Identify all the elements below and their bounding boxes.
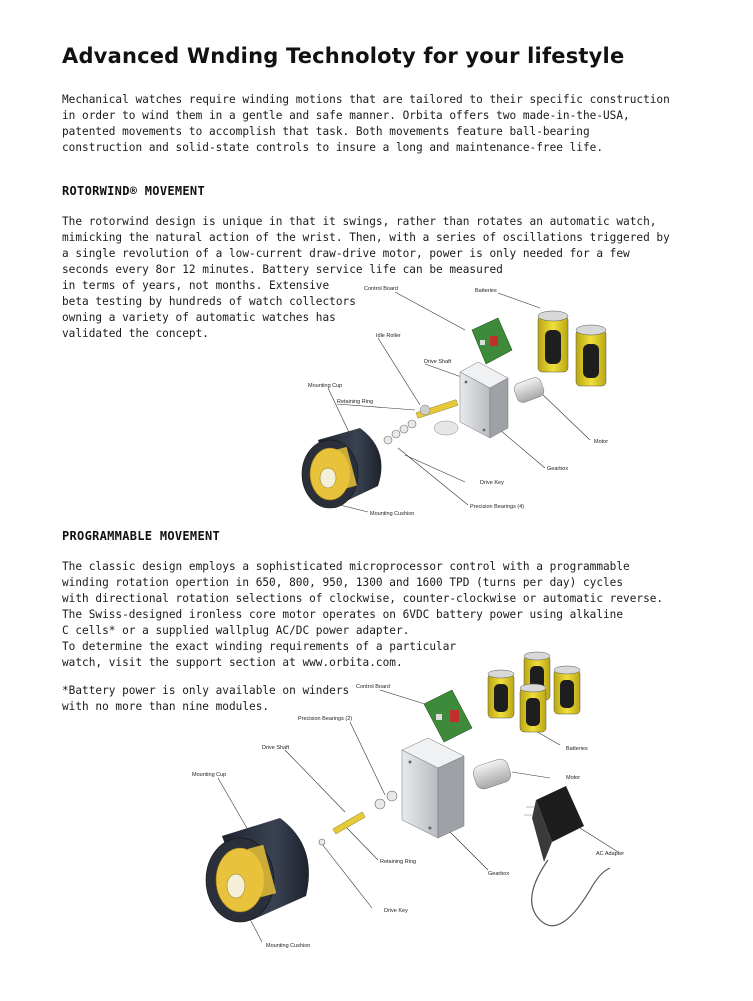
rotorwind-line-4: seconds every 8or 12 minutes. Battery service life can be measured	[62, 263, 503, 276]
footnote-line-2: with no more than nine modules.	[62, 700, 270, 713]
programmable-line-5: C cells* or a supplied wallplug AC/DC power adapter.	[62, 624, 410, 637]
rotorwind-line-5: in terms of years, not months. Extensive	[62, 279, 330, 292]
intro-line-4: construction and solid-state controls to insure a long and maintenance-free life.	[62, 141, 603, 154]
rw-label-batteries: Batteries	[475, 288, 497, 294]
rw-label-gearbox: Gearbox	[547, 466, 569, 472]
rotorwind-line-8: validated the concept.	[62, 327, 209, 340]
pm-label-ac-adapter: AC Adapter	[596, 851, 625, 857]
programmable-line-3: with directional rotation selections of clockwise, counter-clockwise or automatic reverse.	[62, 592, 664, 605]
programmable-line-7: watch, visit the support section at www.orbita.com.	[62, 656, 403, 669]
rw-label-idle-roller: Idle Roller	[376, 333, 401, 339]
programmable-line-1: The classic design employs a sophisticated microprocessor control with a programmable	[62, 560, 630, 573]
rw-label-drive-shaft: Drive Shaft	[424, 359, 452, 365]
programmable-line-6: To determine the exact winding requirements of a particular	[62, 640, 457, 653]
pm-mounting-cup	[206, 818, 309, 922]
rotorwind-heading: ROTORWIND® MOVEMENT	[62, 184, 205, 198]
pm-label-mounting-cup: Mounting Cup	[192, 772, 227, 778]
rw-label-precision-bearings: Precision Bearings (4)	[470, 504, 525, 510]
rotorwind-line-6: beta testing by hundreds of watch collectors	[62, 295, 356, 308]
pm-batteries	[488, 652, 580, 732]
rw-label-mounting-cup: Mounting Cup	[308, 383, 343, 389]
rotorwind-line-1: The rotorwind design is unique in that it swings, rather than rotates an automatic watch,	[62, 215, 657, 228]
rw-label-retaining-ring: Retaining Ring	[337, 399, 374, 405]
pm-label-control-board: Control Board	[356, 684, 390, 690]
rw-label-mounting-cushion: Mounting Cushion	[370, 511, 415, 517]
rw-label-control-board: Control Board	[364, 286, 398, 292]
pm-label-drive-key: Drive Key	[384, 908, 408, 914]
rotorwind-line-7: owning a variety of automatic watches has	[62, 311, 336, 324]
pm-label-drive-shaft: Drive Shaft	[262, 745, 290, 751]
footnote-line-1: *Battery power is only available on winders	[62, 684, 350, 697]
intro-line-2: in order to wind them in a gentle and safe manner. Orbita offers two made-in-the-USA,	[62, 109, 630, 122]
pm-label-retaining-ring: Retaining Ring	[380, 859, 417, 865]
pm-label-mounting-cushion: Mounting Cushion	[266, 943, 311, 949]
rotorwind-line-2: mimicking the natural action of the wrist. Then, with a series of oscillations triggered by	[62, 231, 670, 244]
rw-label-drive-key: Drive Key	[480, 480, 504, 486]
intro-line-3: patented movements to accomplish that task. Both movements feature ball-bearing	[62, 125, 590, 138]
pm-label-motor: Motor	[566, 775, 581, 781]
pm-control-board	[424, 690, 472, 742]
pm-drive-shaft	[319, 791, 397, 845]
pm-label-gearbox: Gearbox	[488, 871, 510, 877]
programmable-line-2: winding rotation opertion in 650, 800, 950, 1300 and 1600 TPD (turns per day) cycles	[62, 576, 624, 589]
page-title: Advanced Wnding Technoloty for your lifestyle	[62, 44, 625, 68]
pm-label-batteries: Batteries	[566, 746, 588, 752]
pm-gearbox	[402, 738, 464, 838]
rotorwind-line-3: a single revolution of a low-current draw-drive motor, power is only needed for a few	[62, 247, 630, 260]
rw-label-motor: Motor	[594, 439, 609, 445]
pm-label-precision-bearings: Precision Bearings (2)	[298, 716, 353, 722]
programmable-line-4: The Swiss-designed ironless core motor operates on 6VDC battery power using alkaline	[62, 608, 624, 621]
programmable-heading: PROGRAMMABLE MOVEMENT	[62, 529, 221, 543]
intro-line-1: Mechanical watches require winding motions that are tailored to their specific construction	[62, 93, 670, 106]
pm-motor	[471, 757, 513, 791]
